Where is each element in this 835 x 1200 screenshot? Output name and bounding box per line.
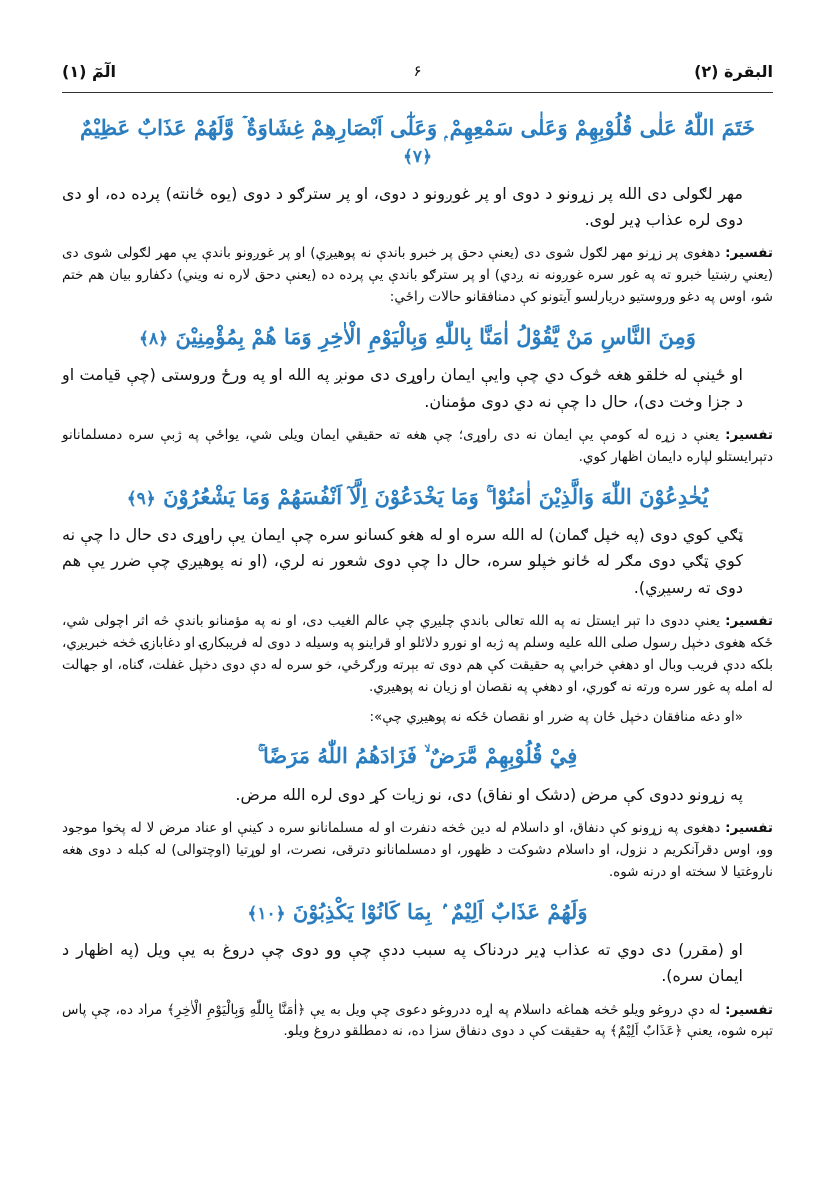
intro-note: «او دغه منافقان دخپل ځان په ضرر او نقصان ځکه نه پوهیږي چې»: bbox=[369, 708, 743, 725]
translation: او (مقرر) دی دوي ته عذاب ډیر دردناک په سبب ددې چې وو دوی چې دروغ به یې ویل (په اظهار د ایمان سره). bbox=[62, 939, 743, 986]
ayah-number: ﴿۹﴾ bbox=[126, 488, 156, 509]
tafsir-text: یعنې ددوی دا تېر ایستل نه په الله تعالی باندې چلیږي چې عالم الغیب دی، او نه په مؤمنانو باندې څه اثر اچولی شي، ځکه هغوی دخپل رسول صلی الله علیه وسلم په ژبه او نورو دلائلو او قراینو په وسیله د دوی له فریبکارۍ او دغابازۍ څخه خبریږي، بلکه ددې فریب وبال او دهغې خرابي په حقیقت کې هم دوی ته بېرته ورګرځي، خو سره له دې دوی دخپل غفلت، ګناه، او جهالت له امله په غور سره ورته نه ګوري، او دهغې په نقصان او زیان نه پوهیږي. bbox=[62, 613, 773, 695]
ayah-number: ﴿۷﴾ bbox=[402, 147, 433, 168]
tafsir bbox=[62, 1000, 773, 1044]
page-number: ۶ bbox=[413, 62, 422, 80]
tafsir-label: تفسیر: bbox=[725, 427, 773, 444]
tafsir bbox=[62, 425, 773, 469]
ayah-text: وَلَهُمْ عَذَابٌ اَلِيْمٌ ۢ بِمَا كَانُوْا يَكْذِبُوْنَ bbox=[292, 898, 588, 924]
tafsir-label: تفسیر: bbox=[725, 245, 773, 262]
tafsir-label: تفسیر: bbox=[725, 819, 773, 836]
ayah-text: وَمِنَ النَّاسِ مَنْ يَّقُوْلُ اٰمَنَّا بِاللّٰهِ وَبِالْيَوْمِ الْاٰخِرِ وَمَا هُمْ بِمُؤْمِنِيْنَ bbox=[175, 323, 696, 349]
tafsir bbox=[62, 611, 773, 698]
translation: مهر لګولی دی الله پر زړونو د دوی او پر غوږونو د دوی، او پر سترګو د دوی (یوه څانته) پرده ده، او دی دوی لره عذاب ډیر لوی. bbox=[62, 183, 743, 229]
tafsir-text: یعنې د زړه له کومې یې ایمان نه دی راوړی؛ چې هغه ته حقیقي ایمان ویلی شي، یواځې په ژبې سره دمسلمانانو دتېرایستلو لپاره دایمان اظهار کوي. bbox=[62, 427, 773, 465]
ayah-verse bbox=[62, 742, 773, 769]
translation: او ځینې له خلقو هغه څوک دي چې وايې ایمان راوړی دی مونږ په الله او په ورځ وروستی (چې قیامت او د جزا وخت دی)، حال دا چې نه دي دوی مؤمنان. bbox=[62, 365, 743, 411]
tafsir-text: دهغوی پر زړنو مهر لګول شوی دی (یعنې دحق پر خبرو باندې نه پوهیږي) او پر غوږونو باندې یې مهر لګولی شوی دی (یعني رښتیا خبرو ته په غور سره غوږونه نه ږدي) او پر سترګو باندې یې پرده ده (یعنې دحق لاره نه ویني) دکفارو بیان هم ختم شو، اوس په دغو وروستیو دریارلسو آیتونو کې دمنافقانو حالات راځي: bbox=[62, 245, 773, 306]
page-content bbox=[62, 100, 773, 1051]
ayah-number: ﴿۸﴾ bbox=[139, 328, 169, 349]
ayah-number: ﴿۱۰﴾ bbox=[247, 903, 286, 924]
tafsir-text: دهغوی په زړونو کې دنفاق، او داسلام له دین څخه دنفرت او له مسلمانانو سره د کینې او عناد مرض لا له پخوا موجود وو، اوس دقرآنکریم د نزول، او داسلام دشوکت د ظهور، او دمسلمانانو دترقی، نصرت، او لوړتیا (اوچتوالی) له کبله د دوی هغه ناروغتیا لا سخته او درنه شوه. bbox=[62, 819, 773, 880]
header-rule bbox=[62, 92, 773, 93]
ayah-text: فِيْ قُلُوْبِهِمْ مَّرَضٌ ۙ فَزَادَهُمُ اللّٰهُ مَرَضًا ۚ bbox=[257, 743, 578, 769]
surah-name: البقرة (٢) bbox=[694, 62, 773, 81]
ayah-text: خَتَمَ اللّٰهُ عَلٰى قُلُوْبِهِمْ وَعَلٰى سَمْعِهِمْ ۭ وَعَلٰٓى اَبْصَارِهِمْ غِشَاوَةٌ ۡ وَّلَهُمْ عَذَابٌ عَظِيْمٌ bbox=[80, 115, 755, 140]
ayah-text: يُخٰدِعُوْنَ اللّٰهَ وَالَّذِيْنَ اٰمَنُوْا ۚ وَمَا يَخْدَعُوْنَ اِلَّآ اَنْفُسَهُمْ وَمَا يَشْعُرُوْنَ bbox=[163, 483, 709, 509]
tafsir-label: تفسیر: bbox=[725, 613, 773, 630]
ayah-verse bbox=[62, 483, 773, 510]
translation: ټګي کوي دوی (په خپل ګمان) له الله سره او له هغو کسانو سره چې ایمان یې راوړی دی حال دا چې نه کوي ټګي دوی مګر له ځانو خپلو سره، حال دا چې دوی شعور نه لري، (او نه پوهیږي چې ضرر یې هم دوی ته رسیږي). bbox=[62, 525, 743, 597]
tafsir bbox=[62, 243, 773, 309]
tafsir-label: تفسیر: bbox=[725, 1001, 773, 1018]
translation: په زړونو ددوی کې مرض (دشک او نفاق) دی، نو زیات کړ دوی لره الله مرض. bbox=[235, 784, 743, 804]
tafsir-text: له دې دروغو ویلو څخه هماغه داسلام په اړه ددروغو دعوی چې ویل به یې ﴿اٰمَنَّا بِاللّٰهِ وَبِالْيَوْمِ الْاٰخِرِ﴾ مراد ده، چې پاس تېره شوه، یعنې ﴿عَذَابٌ اَلِيْمٌ﴾ په حقیقت کې د دوی دنفاق سزا ده، نه دمطلقو دروغ ویلو. bbox=[62, 1001, 773, 1040]
juz-name: الٓمٓ (١) bbox=[62, 62, 116, 81]
ayah-verse bbox=[62, 323, 773, 350]
tafsir bbox=[62, 818, 773, 884]
ayah-verse bbox=[62, 898, 773, 925]
page-header bbox=[62, 62, 773, 90]
ayah-verse bbox=[62, 114, 773, 169]
